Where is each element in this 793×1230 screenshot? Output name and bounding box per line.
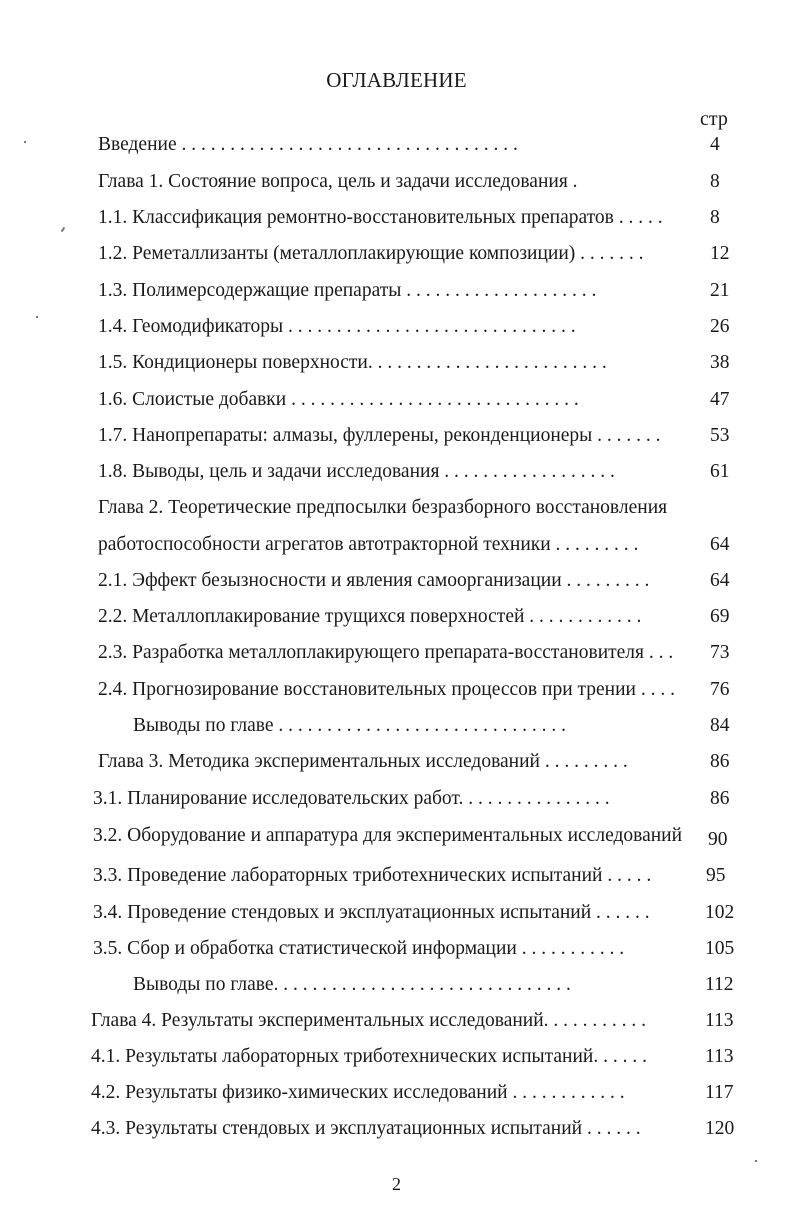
toc-entry-text: 3.2. Оборудование и аппаратура для экспериментальных исследований [93,825,683,846]
toc-entry [93,822,748,850]
scan-speck [755,1160,757,1162]
toc-entry [98,277,748,305]
toc-entry-page: 69 [710,606,730,627]
page-column-label: стр [700,108,728,130]
toc-entry-page: 47 [710,389,730,410]
toc-entry [93,899,748,927]
scan-speck [24,141,26,143]
toc-entry-page: 95 [706,865,726,886]
toc-entry [98,422,748,450]
toc-entry [98,313,748,341]
toc-entry [98,748,748,776]
toc-entry [91,1079,748,1107]
toc-entry-page: 73 [710,642,730,663]
toc-entry-page: 120 [705,1118,735,1139]
toc-entry [98,603,748,631]
toc-entry-page: 64 [710,534,730,555]
toc-entry [98,131,748,159]
toc-entry-text: 3.3. Проведение лабораторных триботехнических испытаний . . . . . [93,865,652,886]
toc-entry-page: 4 [710,134,720,155]
toc-entry [91,1007,748,1035]
toc-entry-text: 1.1. Классификация ремонтно-восстановительных препаратов . . . . . [98,207,663,228]
toc-entry-page: 64 [710,570,730,591]
toc-entry [98,386,748,414]
toc-entry-text: 1.3. Полимерсодержащие препараты . . . . . . . . . . . . . . . . . . . . [98,280,597,301]
toc-entry-text: 3.5. Сбор и обработка статистической информации . . . . . . . . . . . [93,938,625,959]
toc-entry [98,168,748,196]
toc-entry-text: 3.1. Планирование исследовательских работ. . . . . . . . . . . . . . . . [93,788,610,809]
toc-entry-page: 113 [705,1046,734,1067]
toc-entry-text: 1.4. Геомодификаторы . . . . . . . . . . . . . . . . . . . . . . . . . . . . . . [98,316,576,337]
toc-entry-page: 84 [710,715,730,736]
toc-entry [98,639,748,667]
toc-entry [98,567,748,595]
toc-entry-text: Глава 4. Результаты экспериментальных исследований. . . . . . . . . . . [91,1010,647,1031]
toc-entry-text: Глава 3. Методика экспериментальных исследований . . . . . . . . . [98,751,628,772]
toc-entry-page: 102 [705,902,735,923]
toc-entry-text: Глава 1. Состояние вопроса, цель и задачи исследования . [98,171,578,192]
toc-entry [133,971,748,999]
toc-entry-text: 2.2. Металлоплакирование трущихся поверхностей . . . . . . . . . . . . [98,606,642,627]
toc-entry-page: 12 [710,243,730,264]
toc-entry-text: 4.2. Результаты физико-химических исследований . . . . . . . . . . . . [91,1082,625,1103]
toc-entry-text: Введение . . . . . . . . . . . . . . . . . . . . . . . . . . . . . . . . . . . [98,134,518,155]
toc-entry-text: 4.1. Результаты лабораторных триботехнических испытаний. . . . . . [91,1046,647,1067]
toc-entry-text: 4.3. Результаты стендовых и эксплуатационных испытаний . . . . . . [91,1118,641,1139]
toc-entry-text: 2.3. Разработка металлоплакирующего препарата-восстановителя . . . [98,642,674,663]
scan-speck [36,316,38,318]
toc-entry-text: 3.4. Проведение стендовых и эксплуатационных испытаний . . . . . . [93,902,650,923]
toc-entry-text: 1.8. Выводы, цель и задачи исследования . . . . . . . . . . . . . . . . . . [98,461,615,482]
toc-entry [98,458,748,486]
toc-entry-text: 1.5. Кондиционеры поверхности. . . . . . . . . . . . . . . . . . . . . . . . . [98,352,607,373]
toc-entry-text: 1.6. Слоистые добавки . . . . . . . . . . . . . . . . . . . . . . . . . . . . . . [98,389,579,410]
toc-entry-text: 1.2. Реметаллизанты (металлоплакирующие композиции) . . . . . . . [98,243,644,264]
toc-entry-text: 2.1. Эффект безызносности и явления самоорганизации . . . . . . . . . [98,570,650,591]
toc-entry [91,1115,748,1143]
toc-entry-text: Выводы по главе . . . . . . . . . . . . . . . . . . . . . . . . . . . . . . [133,715,566,736]
toc-entry-page: 117 [705,1082,734,1103]
toc-entry-page: 112 [705,974,734,995]
toc-entry [93,862,748,890]
toc-entry-text: Выводы по главе. . . . . . . . . . . . . . . . . . . . . . . . . . . . . . . [133,974,571,995]
toc-entry-page: 86 [710,788,730,809]
toc-entry-text: Глава 2. Теоретические предпосылки безразборного восстановления [98,497,668,518]
toc-entry-page: 113 [705,1010,734,1031]
toc-entry-page: 76 [710,679,730,700]
toc-entry [98,240,748,268]
toc-entry-page: 8 [710,171,720,192]
footer-page-number: 2 [392,1174,401,1194]
toc-entry [133,712,748,740]
toc-entry-text: работоспособности агрегатов автотракторной техники . . . . . . . . . [98,534,639,555]
toc-entry-page: 26 [710,316,730,337]
toc-entry-text: 2.4. Прогнозирование восстановительных процессов при трении . . . . [98,679,675,700]
scan-speck [61,227,66,232]
toc-entry [93,785,748,813]
toc-entry [98,531,748,559]
toc-entry-page: 90 [708,829,728,850]
toc-entry [98,349,748,377]
toc-entry-page: 105 [705,938,735,959]
toc-entry [98,676,748,704]
toc-entry [93,935,748,963]
toc-entry [98,204,748,232]
toc-entry [98,494,748,522]
page-title: ОГЛАВЛЕНИЕ [326,68,467,92]
toc-entry-page: 61 [710,461,730,482]
toc-entry [91,1043,748,1071]
toc-entry-page: 38 [710,352,730,373]
toc-entry-page: 8 [710,207,720,228]
toc-entry-page: 86 [710,751,730,772]
toc-entry-page: 53 [710,425,730,446]
toc-entry-text: 1.7. Нанопрепараты: алмазы, фуллерены, реконденционеры . . . . . . . [98,425,661,446]
toc-entry-page: 21 [710,280,730,301]
